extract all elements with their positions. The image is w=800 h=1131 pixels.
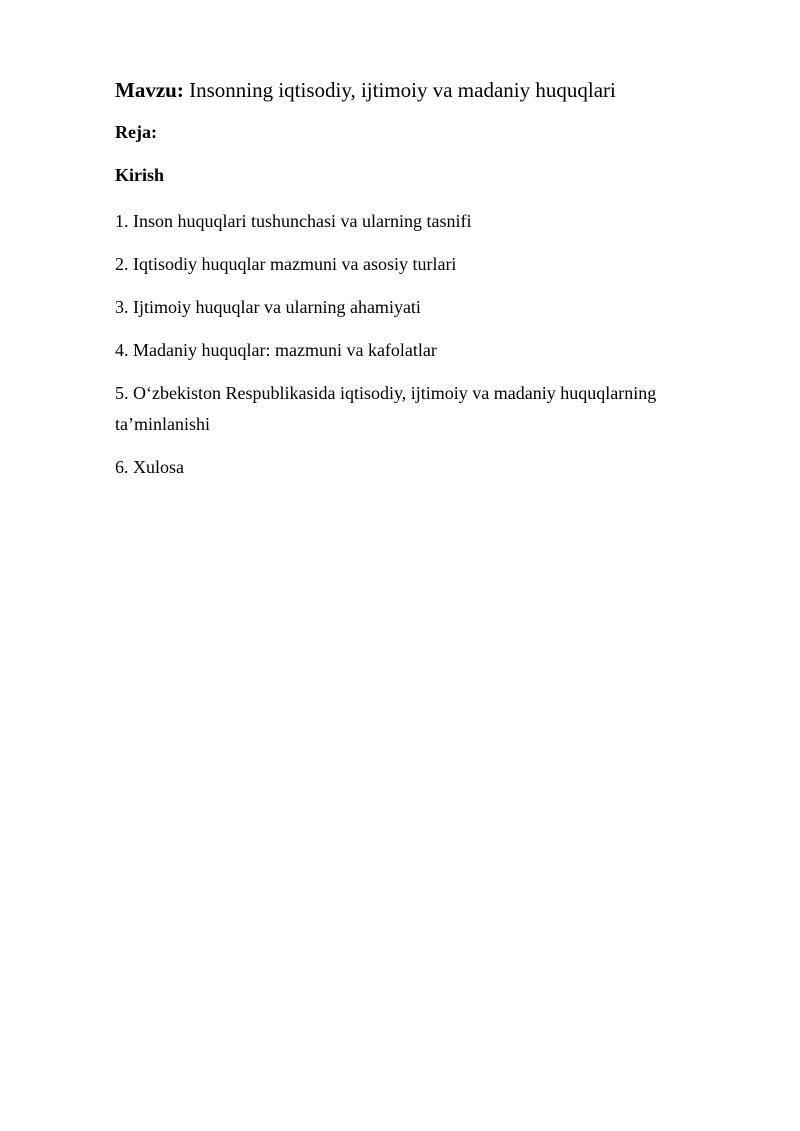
- plan-item: 2. Iqtisodiy huquqlar mazmuni va asosiy turlari: [115, 254, 457, 274]
- plan-item: 6. Xulosa: [115, 457, 184, 477]
- title-label: Mavzu:: [115, 78, 184, 102]
- plan-list: [115, 206, 695, 483]
- document-content: [115, 76, 695, 495]
- document-title: [115, 76, 695, 104]
- plan-item: 1. Inson huquqlari tushunchasi va ularning tasnifi: [115, 211, 472, 231]
- plan-item: 4. Madaniy huquqlar: mazmuni va kafolatlar: [115, 340, 437, 360]
- plan-item: 3. Ijtimoiy huquqlar va ularning ahamiyati: [115, 297, 421, 317]
- plan-item: 5. O‘zbekiston Respublikasida iqtisodiy, ijtimoiy va madaniy huquqlarning ta’minlanishi: [115, 383, 657, 434]
- intro-heading: Kirish: [115, 165, 165, 185]
- plan-heading: Reja:: [115, 122, 157, 142]
- title-text: Insonning iqtisodiy, ijtimoiy va madaniy huquqlari: [183, 78, 616, 102]
